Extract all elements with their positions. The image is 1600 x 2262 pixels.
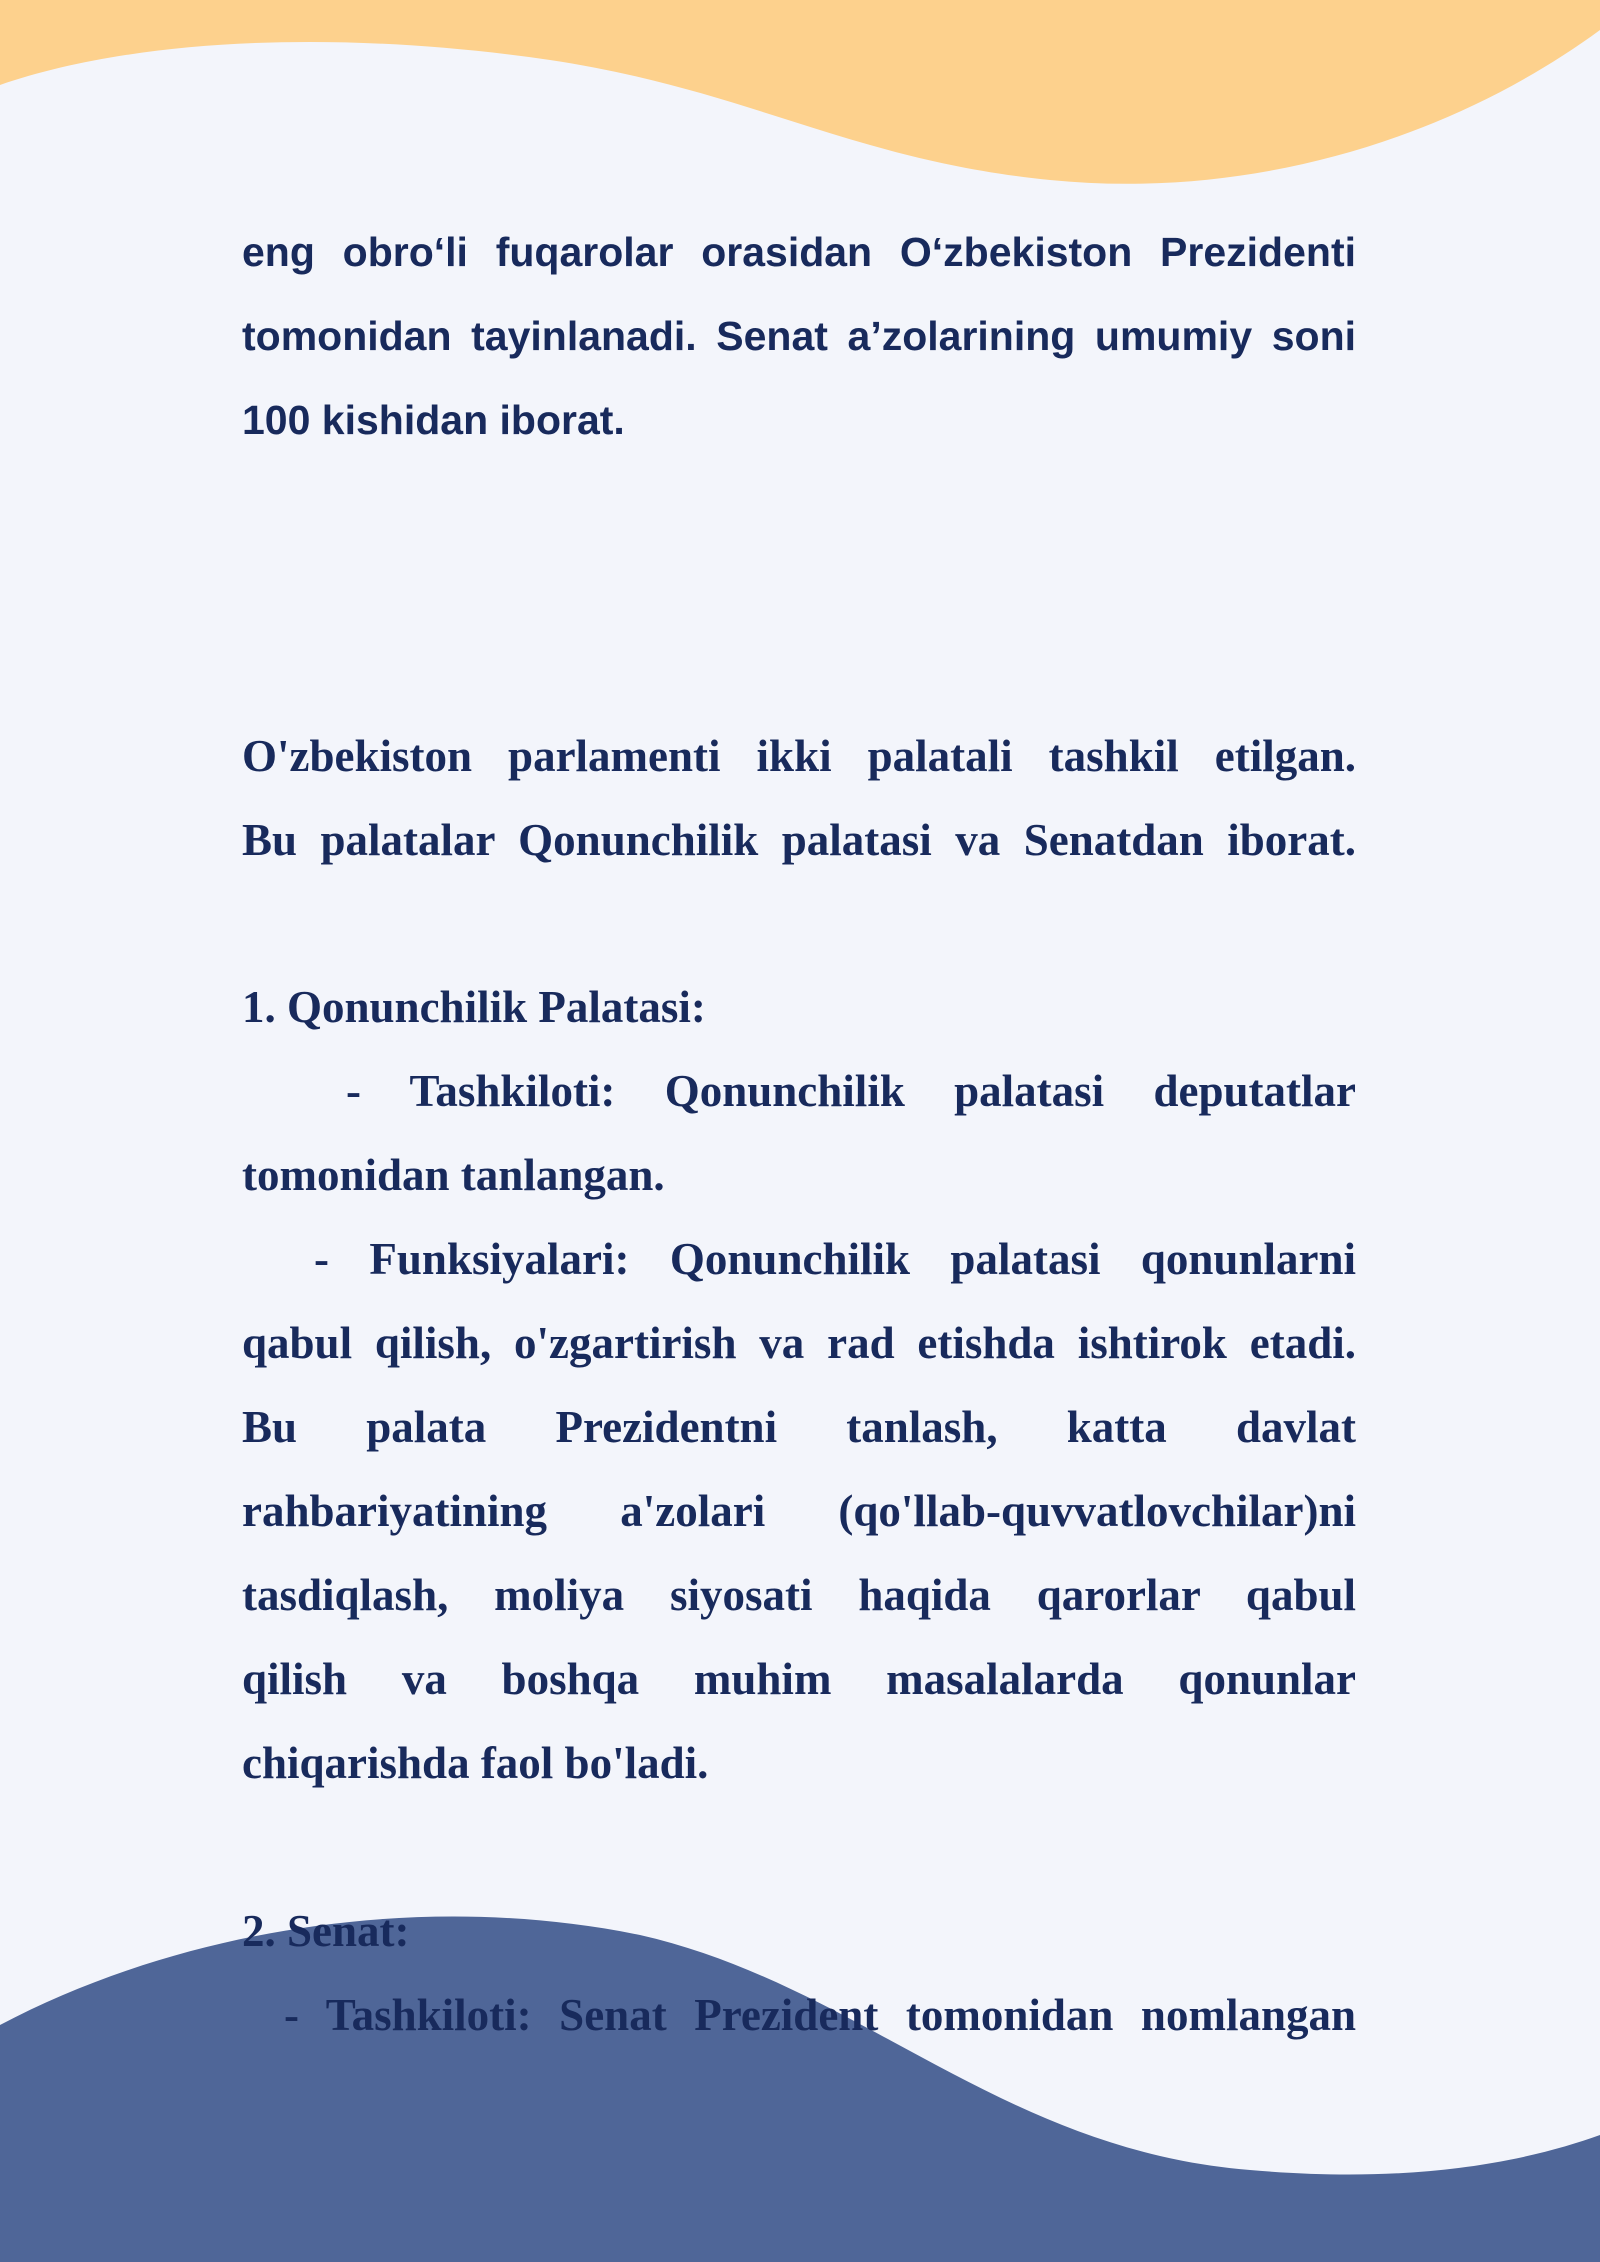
text-line: tomonidan tanlangan. [242, 1150, 665, 1200]
text-line: qabul qilish, o'zgartirish va rad etishda ishtirok etadi. [242, 1318, 1356, 1368]
text-line: - Tashkiloti: Senat Prezident tomonidan nomlangan [284, 1990, 1356, 2040]
text-line: chiqarishda faol bo'ladi. [242, 1738, 709, 1788]
text-line: rahbariyatining a'zolari (qo'llab-quvvatlovchilar)ni [242, 1486, 1356, 1536]
text-line: Bu palatalar Qonunchilik palatasi va Senatdan iborat. [242, 815, 1356, 865]
text-line: Bu palata Prezidentni tanlash, katta davlat [242, 1402, 1356, 1452]
text-line: - Funksiyalari: Qonunchilik palatasi qonunlarni [314, 1234, 1356, 1284]
text-line: tasdiqlash, moliya siyosati haqida qarorlar qabul [242, 1570, 1356, 1620]
text-line: - Tashkiloti: Qonunchilik palatasi deputatlar [346, 1066, 1356, 1116]
section-heading: 1. Qonunchilik Palatasi: [242, 982, 706, 1032]
text-line: O'zbekiston parlamenti ikki palatali tashkil etilgan. [242, 731, 1356, 781]
text-line: qilish va boshqa muhim masalalarda qonunlar [242, 1654, 1356, 1704]
text-line: 100 kishidan iborat. [242, 397, 625, 443]
text-line: eng obro‘li fuqarolar orasidan O‘zbekiston Prezidenti [242, 229, 1356, 275]
text-line: tomonidan tayinlanadi. Senat a’zolarining umumiy soni [242, 313, 1356, 359]
section-heading: 2. Senat: [242, 1906, 410, 1956]
